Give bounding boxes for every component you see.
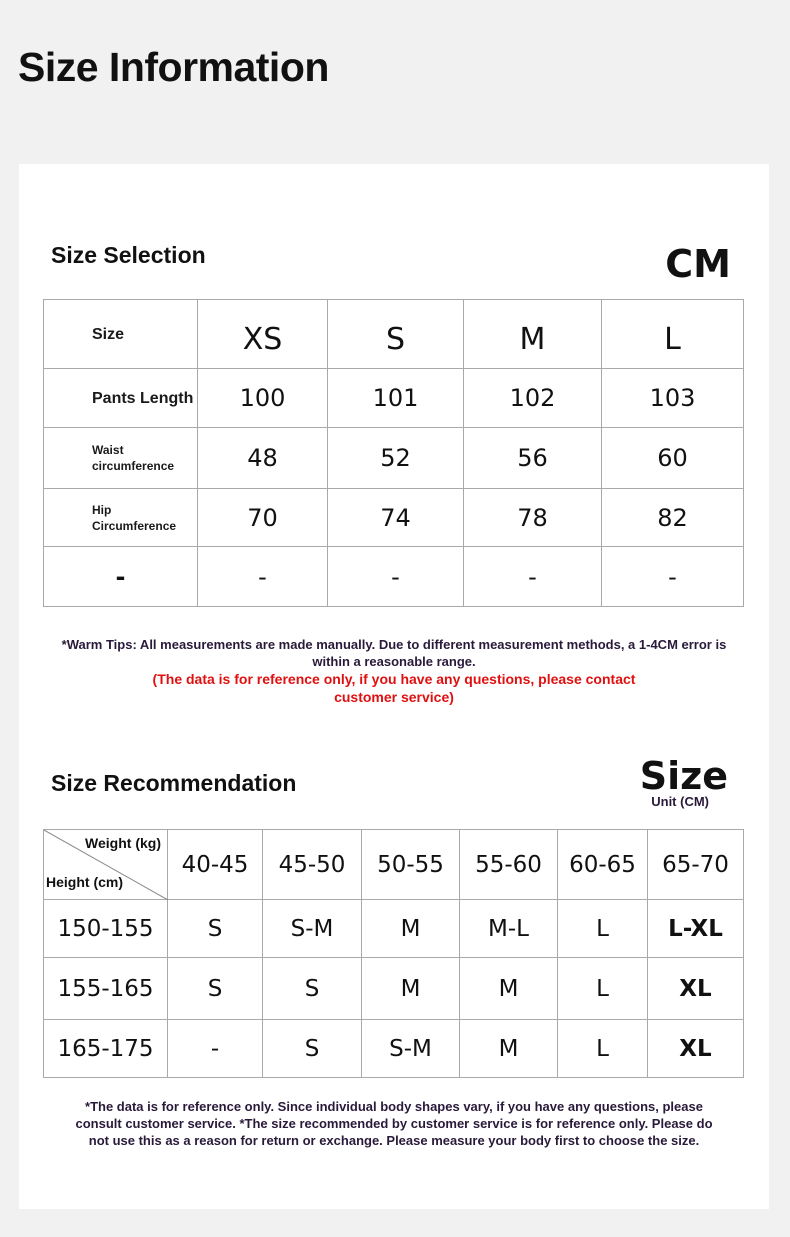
table-cell: M-L	[460, 900, 558, 958]
table-cell: 101	[328, 369, 464, 428]
table-cell: 82	[602, 489, 744, 547]
table-cell: -	[168, 1020, 263, 1078]
size-info-card	[19, 164, 769, 1209]
row-label-pants-length: Pants Length	[44, 369, 198, 428]
size-recommendation-table	[43, 829, 744, 1078]
table-cell: L	[558, 1020, 648, 1078]
weight-header: 40-45	[168, 830, 263, 900]
table-cell: -	[328, 547, 464, 607]
table-cell: -	[602, 547, 744, 607]
disclaimer-note: *The data is for reference only. Since individual body shapes vary, if you have any questions, please consult customer service. *The size recommended by customer service is for reference only. Please do not use this as a reason for return or exchange. Please measure your body first to choose the size.	[75, 1099, 713, 1148]
height-label: 165-175	[44, 1020, 168, 1078]
size-selection-unit: CM	[665, 242, 731, 286]
reference-note: (The data is for reference only, if you have any questions, please contact customer service)	[152, 671, 636, 705]
table-cell: 102	[464, 369, 602, 428]
size-selection-title: Size Selection	[51, 242, 206, 268]
table-cell: M	[362, 958, 460, 1020]
table-cell: M	[460, 1020, 558, 1078]
table-cell: 56	[464, 428, 602, 489]
table-row	[44, 489, 744, 547]
table-cell: S	[168, 900, 263, 958]
table-cell: S-M	[362, 1020, 460, 1078]
table-cell: M	[460, 958, 558, 1020]
height-label: 155-165	[44, 958, 168, 1020]
weight-header: 45-50	[263, 830, 362, 900]
weight-axis-label: Weight (kg)	[85, 835, 161, 851]
weight-header: 55-60	[460, 830, 558, 900]
row-label-waist: Waist circumference	[44, 428, 198, 489]
page-title: Size Information	[18, 44, 329, 90]
unit-cm-label: Unit (CM)	[651, 794, 709, 809]
row-label-empty: -	[44, 547, 198, 607]
size-header-xs: XS	[198, 300, 328, 369]
table-cell: XL	[648, 958, 744, 1020]
weight-header-row	[44, 830, 744, 900]
table-cell: 60	[602, 428, 744, 489]
size-header-label: Size	[44, 300, 198, 369]
table-cell: 74	[328, 489, 464, 547]
table-cell: 52	[328, 428, 464, 489]
height-axis-label: Height (cm)	[46, 874, 123, 890]
table-cell: XL	[648, 1020, 744, 1078]
table-cell: 100	[198, 369, 328, 428]
weight-header: 50-55	[362, 830, 460, 900]
table-cell: S	[263, 1020, 362, 1078]
size-header-s: S	[328, 300, 464, 369]
table-cell: S	[263, 958, 362, 1020]
diagonal-header-cell	[44, 830, 168, 900]
table-cell: 48	[198, 428, 328, 489]
table-cell: -	[198, 547, 328, 607]
table-cell: M	[362, 900, 460, 958]
table-row	[44, 369, 744, 428]
weight-header: 60-65	[558, 830, 648, 900]
table-cell: 70	[198, 489, 328, 547]
table-cell: S	[168, 958, 263, 1020]
size-recommendation-unit: Size	[639, 754, 728, 798]
row-label-hip: Hip Circumference	[44, 489, 198, 547]
table-row	[44, 428, 744, 489]
height-label: 150-155	[44, 900, 168, 958]
table-cell: S-M	[263, 900, 362, 958]
warm-tips-note: *Warm Tips: All measurements are made manually. Due to different measurement methods, a 1-4CM error is within a reasonable range.	[61, 637, 727, 669]
table-row	[44, 547, 744, 607]
table-cell: -	[464, 547, 602, 607]
size-header-m: M	[464, 300, 602, 369]
table-cell: L	[558, 958, 648, 1020]
table-row	[44, 1020, 744, 1078]
size-header-l: L	[602, 300, 744, 369]
table-cell: 103	[602, 369, 744, 428]
table-row	[44, 900, 744, 958]
table-row	[44, 958, 744, 1020]
table-cell: L-XL	[648, 900, 744, 958]
table-cell: L	[558, 900, 648, 958]
size-selection-table	[43, 299, 744, 607]
weight-header: 65-70	[648, 830, 744, 900]
size-header-row	[44, 300, 744, 369]
size-recommendation-title: Size Recommendation	[51, 770, 297, 796]
table-cell: 78	[464, 489, 602, 547]
